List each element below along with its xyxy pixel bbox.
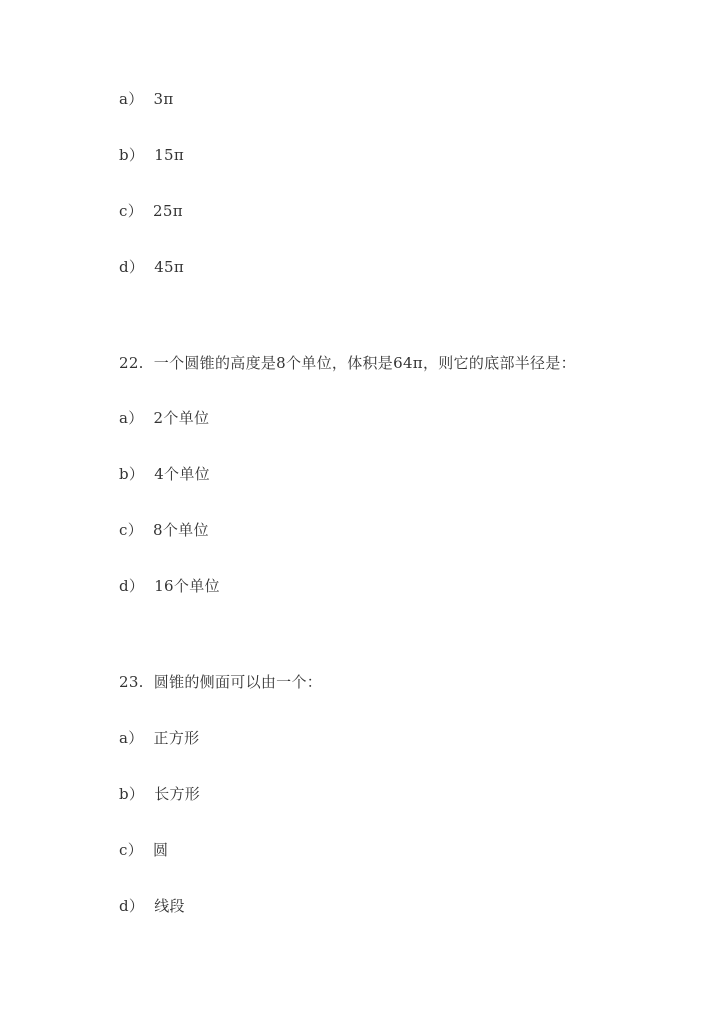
option-letter: c） [119, 841, 144, 859]
option-letter: d） [119, 577, 145, 595]
option-text: 25π [153, 202, 183, 220]
option-letter: b） [119, 465, 145, 483]
q23-option-a [119, 728, 199, 748]
q23-option-c [119, 840, 168, 860]
q22-option-c [119, 520, 209, 540]
q23-option-b [119, 784, 200, 804]
q22-stem [119, 353, 576, 373]
option-letter: b） [119, 146, 145, 164]
option-letter: a） [119, 729, 144, 747]
option-letter: a） [119, 409, 144, 427]
question-text: 一个圆锥的高度是8个单位，体积是64π，则它的底部半径是： [153, 354, 576, 372]
q21-option-b [119, 145, 184, 165]
option-letter: d） [119, 258, 145, 276]
option-letter: c） [119, 202, 144, 220]
q22-option-d [119, 576, 220, 596]
question-number: 22. [119, 354, 144, 372]
option-letter: c） [119, 521, 144, 539]
option-text: 4个单位 [154, 465, 210, 483]
question-number: 23. [119, 673, 144, 691]
q22-option-a [119, 408, 209, 428]
q21-option-c [119, 201, 183, 221]
option-text: 圆 [153, 841, 169, 859]
q22-option-b [119, 464, 210, 484]
option-text: 线段 [154, 897, 185, 915]
option-text: 3π [153, 90, 174, 108]
q21-option-d [119, 257, 184, 277]
option-text: 正方形 [153, 729, 200, 747]
option-letter: a） [119, 90, 144, 108]
option-letter: b） [119, 785, 145, 803]
option-text: 45π [154, 258, 185, 276]
option-text: 15π [154, 146, 185, 164]
option-text: 8个单位 [153, 521, 209, 539]
option-letter: d） [119, 897, 145, 915]
option-text: 16个单位 [154, 577, 220, 595]
option-text: 2个单位 [153, 409, 210, 427]
q21-option-a [119, 89, 174, 109]
question-text: 圆锥的侧面可以由一个： [153, 673, 323, 691]
q23-option-d [119, 896, 185, 916]
q23-stem [119, 672, 322, 692]
option-text: 长方形 [154, 785, 201, 803]
